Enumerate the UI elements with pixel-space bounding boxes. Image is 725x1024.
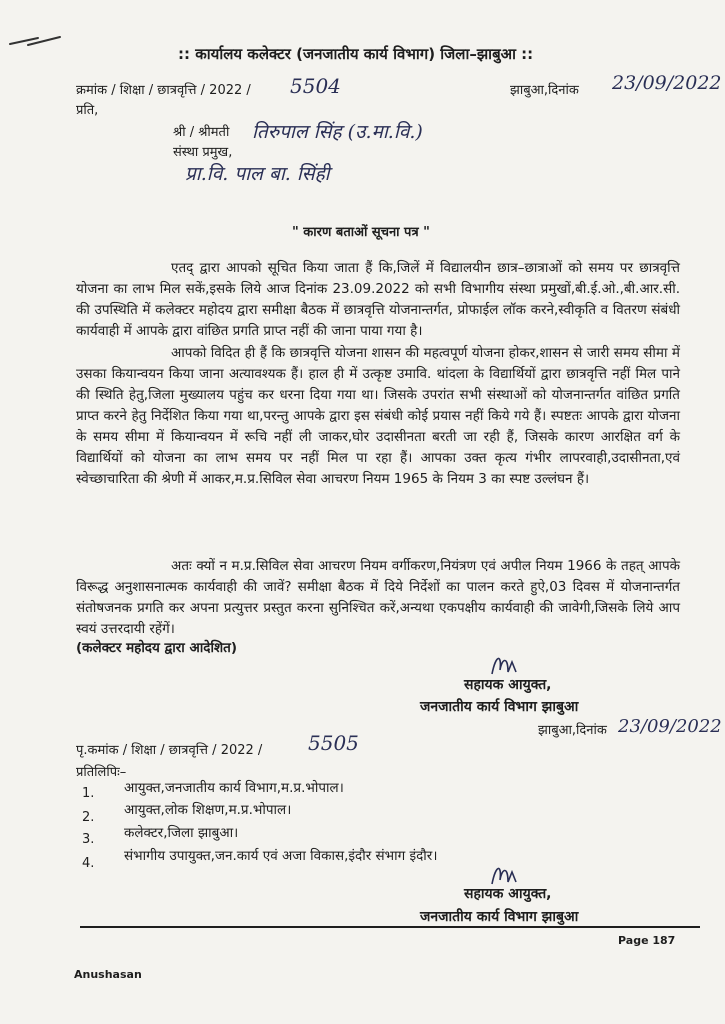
order-note: (कलेक्टर महोदय द्वारा आदेशित) <box>76 640 237 656</box>
endorsement-ref-label: पृ.कमांक / शिक्षा / छात्रवृत्ति / 2022 / <box>76 743 263 758</box>
scan-mark-icon <box>8 34 63 48</box>
signature1-dept: जनजातीय कार्य विभाग झाबुआ <box>420 699 579 715</box>
body-paragraph-1: एतद् द्वारा आपको सूचित किया जाता हैं कि,जिलें में विद्यालयीन छात्र–छात्राओं को समय पर छात्रवृत्ति योजना का लाभ मिल सकें,इसके लिये आज दिनांक 23.09.2022 को सभी विभागीय संस्था प्रमुखों,बी.ई.ओ.,बी.आर.सी. की उपस्थिति में कलेक्टर महोदय द्वारा समीक्षा बैठक में छात्रवृत्ति योजनान्तर्गत, प्रोफाईल लॉक करने,स्वीकृति व वितरण संबंधी कार्यवाही में आपके द्वारा वांछित प्रगति प्राप्त नहीं की जाना पाया गया है। <box>76 260 680 339</box>
copy-item-text: आयुक्त,जनजातीय कार्य विभाग,म.प्र.भोपाल। <box>124 780 344 796</box>
salutation: श्री / श्रीमती <box>173 125 230 140</box>
copy-to-label: प्रतिलिपिः– <box>76 765 127 780</box>
copy-item-text: आयुक्त,लोक शिक्षण,म.प्र.भोपाल। <box>124 802 292 818</box>
copy-item-number: 4. <box>82 856 95 871</box>
date-label: झाबुआ,दिनांक <box>510 83 579 98</box>
school-name-handwritten: प्रा.वि. पाल बा. सिंही <box>185 163 330 185</box>
addressee-name-handwritten: तिरुपाल सिंह (उ.मा.वि.) <box>252 121 423 143</box>
endorsement-date-handwritten: 23/09/2022 <box>618 716 722 737</box>
body-paragraph-2: आपको विदित ही हैं कि छात्रवृत्ति योजना शासन की महत्वपूर्ण योजना होकर,शासन से जारी समय सीमा में उसका कियान्वयन किया जाना अत्यावश्यक हैं। हाल ही में उत्कृष्ट उमावि. थांदला के विद्यार्थियों द्वारा छात्रवृत्ति नहीं मिल पाने की स्थिति हेतु,जिला मुख्यालय पहुंच कर धरना दिया गया था। जिसके उपरांत सभी संस्थाओं को योजनान्तर्गत वांछित प्रगति प्राप्त करने हेतु निर्देशित किया गया था,परन्तु आपके द्वारा इस संबंधी कोई प्रयास नहीं किये गये हैं। स्पष्टतः आपके द्वारा योजना के समय सीमा में कियान्वयन में रूचि नहीं ली जाकर,घोर उदासीनता बरती जा रही हैं, जिसके कारण आरक्षित वर्ग के विद्यार्थियों को योजना का लाभ समय पर नहीं मिल पा रहा हैं। आपका उक्त कृत्य गंभीर लापरवाही,उदासीनता,एवं स्वेच्छाचारिता की श्रेणी में आकर,म.प्र.सिविल सेवा आचरण नियम 1965 के नियम 3 का स्पष्ट उल्लंघन हैं। <box>76 345 680 487</box>
source-label: Anushasan <box>74 968 142 981</box>
endorsement-date-label: झाबुआ,दिनांक <box>538 723 607 738</box>
signature2-dept: जनजातीय कार्य विभाग झाबुआ <box>420 909 579 925</box>
copy-item-number: 3. <box>82 832 95 847</box>
date-handwritten: 23/09/2022 <box>612 72 722 94</box>
copy-item-number: 1. <box>82 786 95 801</box>
office-title: :: कार्यालय कलेक्टर (जनजातीय कार्य विभाग) जिला–झाबुआ :: <box>178 45 534 63</box>
body-paragraph-3: अतः क्यों न म.प्र.सिविल सेवा आचरण नियम वर्गीकरण,नियंत्रण एवं अपील नियम 1966 के तहत् आपके विरूद्ध अनुशासनात्मक कार्यवाही की जावें? समीक्षा बैठक में दिये निर्देशों का पालन करते हुऐ,03 दिवस में योजनान्तर्गत संतोषजनक प्रगति कर अपना प्रत्युत्तर प्रस्तुत करना सुनिश्चित करें,अन्यथा एकपक्षीय कार्यवाही की जावेगी,जिसके लिये आप स्वयं उत्तरदायी रहेंगें। <box>76 558 681 637</box>
copy-item-number: 2. <box>82 810 95 825</box>
notice-subject: " कारण बताओं सूचना पत्र " <box>292 225 430 240</box>
endorsement-ref-handwritten: 5505 <box>308 731 359 755</box>
ref-number-label: क्रमांक / शिक्षा / छात्रवृत्ति / 2022 / <box>76 83 251 98</box>
ref-number-handwritten: 5504 <box>290 74 341 98</box>
designation: संस्था प्रमुख, <box>173 145 233 160</box>
signature2-title: सहायक आयुक्त, <box>464 886 552 902</box>
page-number: Page 187 <box>618 934 676 947</box>
copy-item-text: कलेक्टर,जिला झाबुआ। <box>124 825 239 841</box>
copy-item-text: संभागीय उपायुक्त,जन.कार्य एवं अजा विकास,इंदौर संभाग इंदौर। <box>124 848 438 864</box>
signature1-title: सहायक आयुक्त, <box>464 677 552 693</box>
prati-label: प्रति, <box>76 103 99 118</box>
footer-rule <box>80 926 700 928</box>
